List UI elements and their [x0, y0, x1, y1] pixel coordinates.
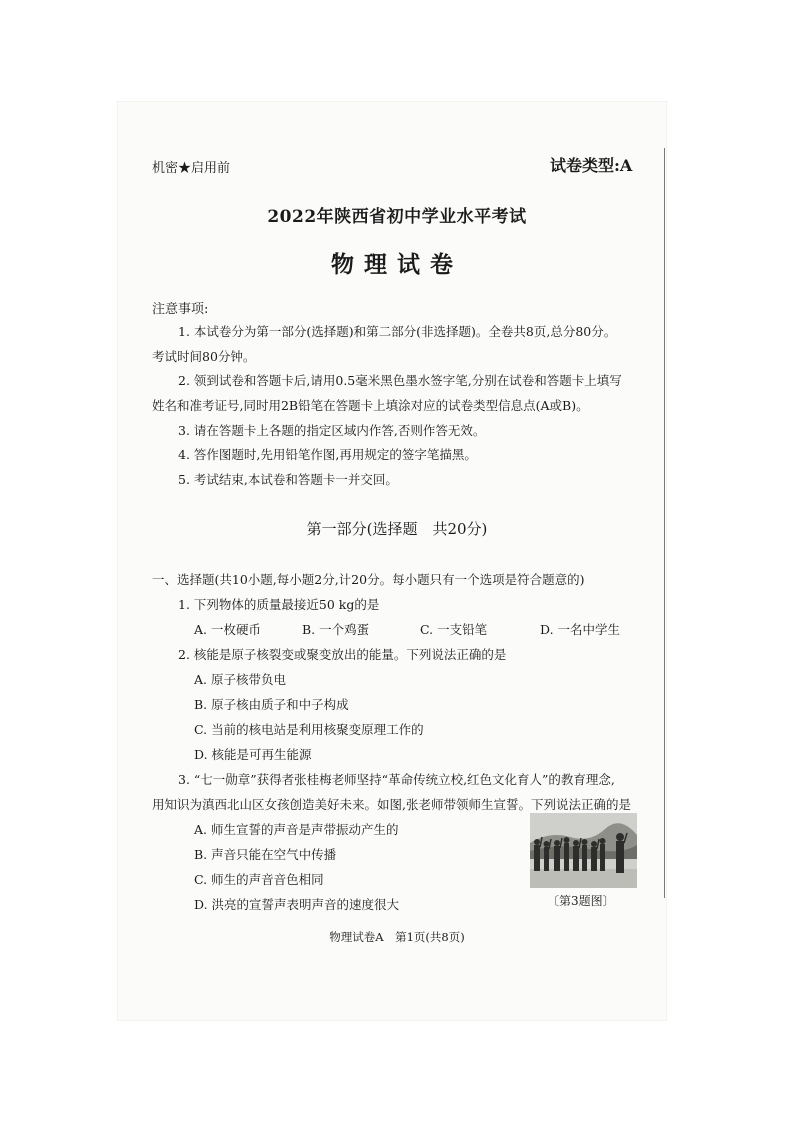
- question-1-option-c: C. 一支铅笔: [420, 622, 488, 637]
- section-title: 第一部分(选择题 共20分): [306, 520, 488, 538]
- question-3-option-b: B. 声音只能在空气中传播: [194, 847, 337, 862]
- subject-title: 物理试卷: [331, 251, 463, 278]
- confidential-label: 机密★启用前: [152, 161, 231, 176]
- notice-item-5: 5. 考试结束,本试卷和答题卡一并交回。: [178, 472, 398, 487]
- page-footer: 物理试卷A 第1页(共8页): [329, 930, 465, 944]
- question-3-stem-line2: 用知识为滇西北山区女孩创造美好未来。如图,张老师带领师生宣誓。下列说法正确的是: [152, 797, 631, 812]
- question-1-option-d: D. 一名中学生: [540, 622, 621, 637]
- question-3-stem-line1: 3. “七一勋章”获得者张桂梅老师坚持“革命传统立校,红色文化育人”的教育理念,: [178, 772, 615, 787]
- notice-item-1: 1. 本试卷分为第一部分(选择题)和第二部分(非选择题)。全卷共8页,总分80分。: [178, 324, 617, 339]
- question-2-option-a: A. 原子核带负电: [194, 672, 286, 687]
- question-1-option-a: A. 一枚硬币: [194, 622, 261, 637]
- question-2-option-c: C. 当前的核电站是利用核聚变原理工作的: [194, 722, 424, 737]
- notice-item-2: 2. 领到试卷和答题卡后,请用0.5毫米黑色墨水签字笔,分别在试卷和答题卡上填写: [178, 373, 622, 388]
- question-1-option-b: B. 一个鸡蛋: [302, 622, 370, 637]
- question-1-stem: 1. 下列物体的质量最接近50 kg的是: [178, 597, 380, 612]
- notice-item-1-cont: 考试时间80分钟。: [152, 349, 256, 364]
- exam-title: 2022年陕西省初中学业水平考试: [267, 207, 527, 227]
- notice-item-4: 4. 答作图题时,先用铅笔作图,再用规定的签字笔描黑。: [178, 447, 477, 462]
- question-2-option-d: D. 核能是可再生能源: [194, 747, 312, 762]
- part-one-intro: 一、选择题(共10小题,每小题2分,计20分。每小题只有一个选项是符合题意的): [152, 572, 585, 587]
- question-3-option-a: A. 师生宣誓的声音是声带振动产生的: [194, 822, 399, 837]
- question-2-stem: 2. 核能是原子核裂变或聚变放出的能量。下列说法正确的是: [178, 647, 507, 662]
- notice-heading: 注意事项:: [152, 302, 209, 317]
- question-3-option-c: C. 师生的声音音色相同: [194, 872, 324, 887]
- paper-type-label: 试卷类型:A: [550, 156, 633, 175]
- question-3-figure-caption: 〔第3题图〕: [547, 894, 615, 908]
- question-2-option-b: B. 原子核由质子和中子构成: [194, 697, 349, 712]
- question-3-option-d: D. 洪亮的宣誓声表明声音的速度很大: [194, 897, 400, 912]
- notice-item-2-cont: 姓名和准考证号,同时用2B铅笔在答题卡上填涂对应的试卷类型信息点(A或B)。: [152, 398, 589, 413]
- question-3-photo: [530, 813, 637, 888]
- notice-item-3: 3. 请在答题卡上各题的指定区域内作答,否则作答无效。: [178, 423, 486, 438]
